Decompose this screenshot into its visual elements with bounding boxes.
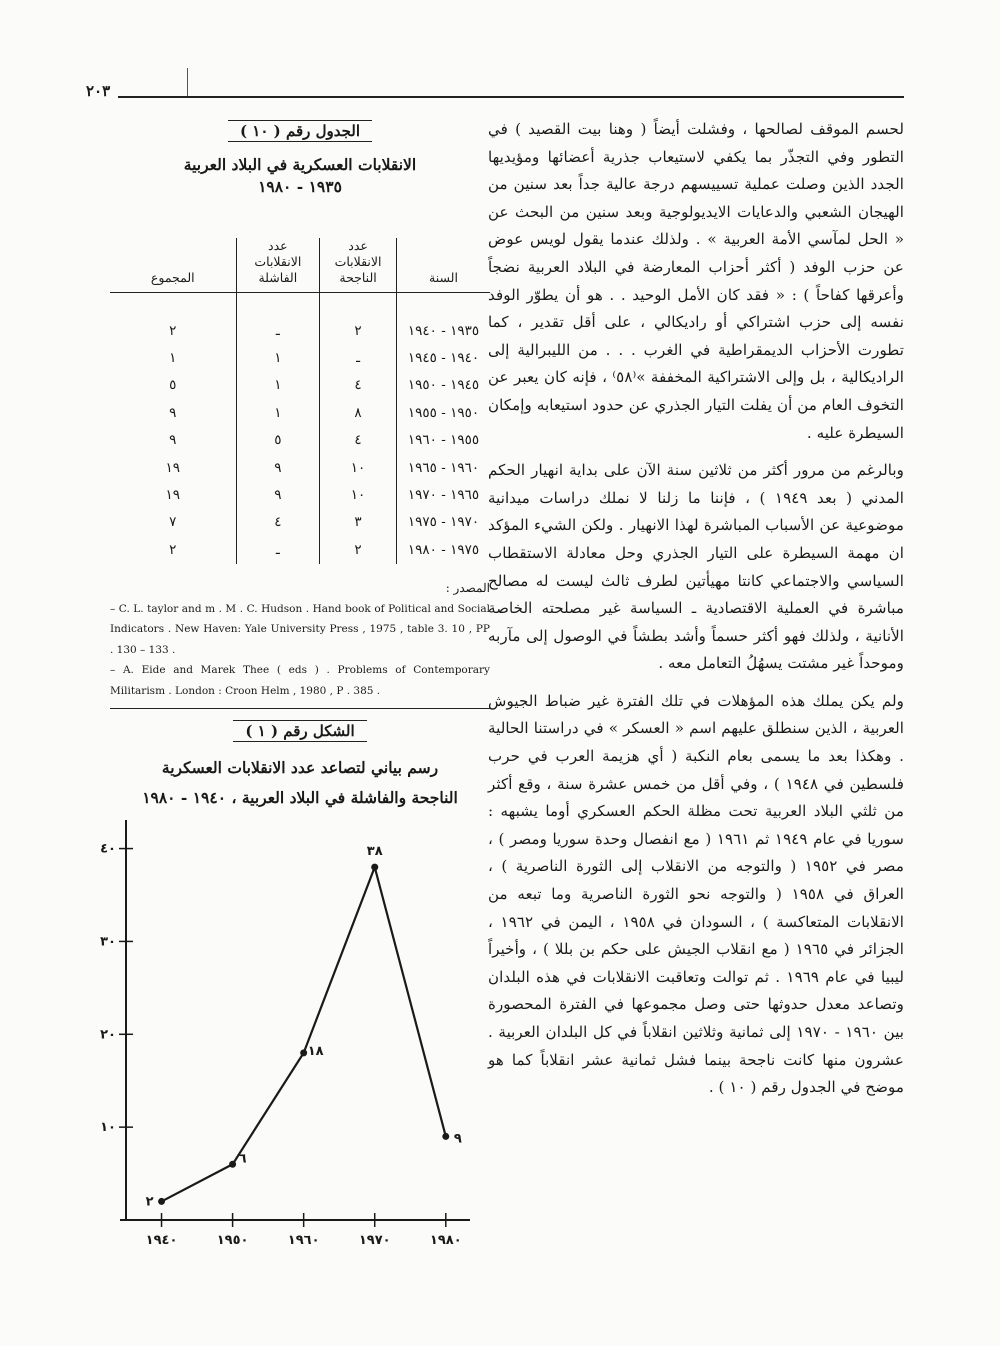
cell-year: ١٩٧٥ - ١٩٨٠ (397, 536, 491, 563)
cell-successful: ٤ (320, 372, 397, 399)
table-title: الانقلابات العسكرية في البلاد العربية (183, 155, 417, 174)
table-row (110, 454, 490, 481)
figure-title-line1: رسم بياني لتصاعد عدد الانقلابات العسكرية (161, 758, 439, 777)
table-row (110, 399, 490, 426)
data-label: ٦ (238, 1151, 247, 1167)
data-point (442, 1133, 449, 1140)
y-tick-label: ٤٠ (100, 841, 116, 857)
cell-failed: ـ (236, 317, 320, 344)
data-label: ٢ (145, 1194, 154, 1210)
cell-total: ١٩ (165, 487, 181, 504)
body-paragraph-1: لحسم الموقف لصالحها ، وفشلت أيضاً ( وهنا بيت القصيد ) في التطور وفي التجذّر بما يكفي لاستيعاب جذرية أعضائها ومؤيديها الجدد الذين وصلت عملية تسييسهم درجة عالية جداً بعد سنين من الهيجان الشعبي والدعايات الايديولوجية وبعد سنين من البحث عن « الحل لمآسي الأمة العربية » . ولذلك عندما يقول لويس عوض عن حزب الوفد ( أكثر أحزاب المعارضة في البلاد العربية نضجاً وأعرقها كفاحاً ) : « فقد كان الأمل الوحيد . . هو أن يطوّر الوفد نفسه إلى حزب اشتراكي أو راديكالي ، على أقل تقدير ، كما تطورت الأحزاب الديمقراطية في الغرب . . . من الليبرالية إلى الراديكالية ، بل وإلى الاشتراكية المخففة »⁽٥٨⁾ ، فإنه كان يعبر عن التخوف العام من أن يفلت التيار الجذري عن حدود استيعابه وإمكان السيطرة عليه . (488, 120, 904, 442)
header-failed (236, 238, 320, 293)
header-successful-text: عدد الانقلابات الناجحة (334, 238, 382, 285)
body-text-column (488, 116, 904, 1112)
table-source (110, 578, 490, 702)
cell-failed: ٩ (236, 481, 320, 508)
data-label: ١٨ (307, 1043, 324, 1059)
cell-failed: ١ (236, 344, 320, 371)
cell-failed: ٥ (236, 427, 320, 454)
cell-year: ١٩٥٥ - ١٩٦٠ (397, 427, 491, 454)
cell-failed: ٩ (236, 454, 320, 481)
section-divider (110, 708, 490, 709)
table-row (110, 317, 490, 344)
cell-year: ١٩٦٥ - ١٩٧٠ (397, 481, 491, 508)
data-point (371, 864, 378, 871)
cell-total: ١ (169, 350, 177, 367)
data-label: ٣٨ (366, 844, 383, 860)
cell-total: ٢ (169, 541, 177, 558)
coups-line-chart (80, 810, 480, 1250)
figure-label-text: الشكل رقم ( ١ ) (233, 720, 366, 742)
page-number: ٢٠٣ (86, 82, 111, 100)
cell-successful: ١٠ (320, 454, 397, 481)
reference-1: – C. L. taylor and m . M . C. Hudson . Hand book of Political and Social Indicators . New Haven: Yale University Press , 1975 , table 3. 10 , PP . 130 – 133 . (110, 602, 490, 656)
x-tick-label: ١٩٨٠ (429, 1233, 462, 1248)
cell-failed: ـ (236, 536, 320, 563)
cell-successful: ٨ (320, 399, 397, 426)
table-row (110, 536, 490, 563)
table-spacer-row (110, 293, 490, 318)
header-year: السنة (397, 238, 491, 293)
table-row (110, 509, 490, 536)
table-column (110, 116, 490, 697)
data-point (300, 1049, 307, 1056)
cell-successful: ١٠ (320, 481, 397, 508)
header-total: المجموع (110, 238, 236, 293)
cell-total: ٩ (169, 432, 177, 449)
data-point (158, 1198, 165, 1205)
y-tick-label: ٣٠ (100, 934, 116, 950)
body-paragraph-3: ولم يكن يملك هذه المؤهلات في تلك الفترة غير ضباط الجيوش العربية ، الذين سنطلق عليهم اسم « العسكر » في دراستنا الحالية . وهكذا بعد ما يسمى بعام النكبة ( أي هزيمة العرب في حرب فلسطين في ١٩٤٨ ) ، وفي أقل من خمس عشرة سنة ، وقع أكثر من ثلثي البلاد العربية تحت مظلة الحكم العسكري أوما يشبهه : سوريا في عام ١٩٤٩ ثم ١٩٦١ ( مع انفصال وحدة سوريا ومصر ) ، مصر في ١٩٥٢ ( والتوجه من الانقلاب إلى الثورة الناصرية ) ، العراق في ١٩٥٨ ( والتوجه نحو الثورة الناصرية وما تبعه من الانقلابات المتعاكسة ) ، السودان في ١٩٥٨ ، اليمن في ١٩٦٢ ، الجزائر في ١٩٦٥ ( مع انقلاب الجيش على حكم بن بللا ) ، وأخيراً ليبيا في عام ١٩٦٩ . ثم توالت وتعاقبت الانقلابات في هذه البلدان وتصاعد معدل حدوثها حتى وصل مجموعها في الفترة المحصورة بين ١٩٦٠ - ١٩٧٠ إلى ثمانية وثلاثين انقلاباً في كل البلدان العربية . عشرون منها كانت ناجحة بينما فشل ثمانية عشر انقلاباً كما هو موضح في الجدول رقم ( ١٠ ) . (488, 691, 905, 1097)
cell-total: ٧ (169, 514, 177, 531)
data-label: ٩ (453, 1131, 462, 1147)
x-tick-label: ١٩٥٠ (216, 1233, 249, 1248)
reference-2: – A. Eide and Marek Thee ( eds ) . Problems of Contemporary Militarism . London : Croon Helm , 1980 , P . 385 . (110, 664, 490, 697)
data-point (229, 1161, 236, 1168)
cell-total: ٢ (169, 322, 177, 339)
cell-failed: ١ (236, 372, 320, 399)
table-body (110, 293, 490, 564)
cell-successful: ٢ (320, 536, 397, 563)
header-successful (320, 238, 397, 293)
x-tick-label: ١٩٦٠ (287, 1233, 320, 1248)
body-paragraph-2: وبالرغم من مرور أكثر من ثلاثين سنة الآن على بداية انهيار الحكم المدني ( بعد ١٩٤٩ ) ، فإننا ما زلنا لا نملك دراسات ميدانية موضوعية عن الأسباب المباشرة لهذا الانهيار . ولكن الشيء المؤكد ان مهمة السيطرة على التيار الجذري وحل معادلة الاستقطاب السياسي والاجتماعي كانتا مهيأتين لطرف ثالث ليست له مصالح مباشرة في العملية الاقتصادية ـ السياسة غير مصلحته الخاصة الأنانية ، ولذلك فهو أكثر حسماً وأشد بطشاً في الوصول إلى مآربه وموحداً غير مشتت يسهُلُ التعامل معه . (488, 461, 904, 673)
cell-total: ١٩ (165, 459, 181, 476)
y-tick-label: ١٠ (100, 1120, 116, 1136)
cell-year: ١٩٤٠ - ١٩٤٥ (397, 344, 491, 371)
y-tick-label: ٢٠ (100, 1027, 116, 1043)
table-years: ١٩٣٥ - ١٩٨٠ (258, 177, 342, 196)
cell-year: ١٩٦٠ - ١٩٦٥ (397, 454, 491, 481)
table-label-text: الجدول رقم ( ١٠ ) (228, 120, 372, 142)
cell-failed: ٤ (236, 509, 320, 536)
figure-label (110, 722, 490, 740)
x-tick-label: ١٩٧٠ (358, 1233, 391, 1248)
cell-total: ٥ (169, 377, 177, 394)
cell-successful: ـ (320, 344, 397, 371)
cell-successful: ٤ (320, 427, 397, 454)
cell-year: ١٩٧٠ - ١٩٧٥ (397, 509, 491, 536)
cell-total: ٩ (169, 404, 177, 421)
table-row (110, 481, 490, 508)
table-row (110, 427, 490, 454)
table-row (110, 372, 490, 399)
coups-table (110, 238, 490, 564)
cell-successful: ٣ (320, 509, 397, 536)
header-rule (118, 96, 904, 98)
cell-year: ١٩٣٥ - ١٩٤٠ (397, 317, 491, 344)
series-line (162, 867, 446, 1201)
cell-failed: ١ (236, 399, 320, 426)
margin-mark (187, 68, 188, 96)
figure-title-line2: الناجحة والفاشلة في البلاد العربية ، ١٩٤٠ - ١٩٨٠ (142, 788, 458, 807)
table-row (110, 344, 490, 371)
cell-year: ١٩٥٠ - ١٩٥٥ (397, 399, 491, 426)
cell-successful: ٢ (320, 317, 397, 344)
x-tick-label: ١٩٤٠ (145, 1233, 178, 1248)
table-header-row (110, 238, 490, 293)
source-label: المصدر : (445, 581, 490, 595)
table-label (110, 122, 490, 140)
header-failed-text: عدد الانقلابات الفاشلة (254, 238, 302, 285)
cell-year: ١٩٤٥ - ١٩٥٠ (397, 372, 491, 399)
